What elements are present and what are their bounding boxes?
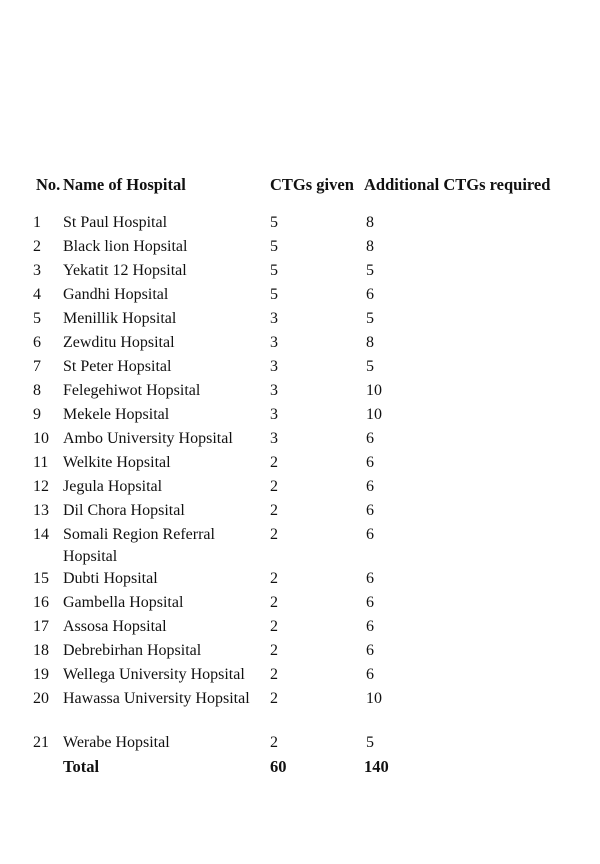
table-row [0,212,600,236]
table-row [0,404,600,428]
row-number: 7 [33,358,41,375]
hospital-name: St Paul Hospital [63,214,168,231]
hospital-name: Assosa Hopsital [63,618,167,635]
row-number: 16 [33,594,49,611]
ctgs-given: 5 [270,238,278,255]
row-number: 13 [33,502,49,519]
table-row [0,664,600,688]
hospital-name: Felegehiwot Hopsital [63,382,201,399]
ctgs-given: 2 [270,734,278,751]
ctgs-required: 8 [366,214,374,231]
row-number: 2 [33,238,41,255]
hospital-table-body [0,212,600,756]
ctgs-given: 2 [270,690,278,707]
hospital-name: Debrebirhan Hopsital [63,642,202,659]
row-number: 1 [33,214,41,231]
ctgs-required: 6 [366,570,374,587]
row-number: 4 [33,286,41,303]
row-number: 21 [33,734,49,751]
header-required: Additional CTGs required [364,175,551,194]
ctgs-required: 6 [366,502,374,519]
row-number: 20 [33,690,49,707]
ctgs-given: 5 [270,262,278,279]
hospital-name: Zewditu Hopsital [63,334,175,351]
ctgs-given: 3 [270,334,278,351]
row-number: 6 [33,334,41,351]
table-row [0,568,600,592]
ctgs-required: 6 [366,478,374,495]
ctgs-given: 3 [270,358,278,375]
table-row [0,332,600,356]
ctgs-given: 2 [270,502,278,519]
ctgs-given: 2 [270,642,278,659]
hospital-name: Werabe Hopsital [63,734,170,751]
ctgs-required: 5 [366,734,374,751]
hospital-name: Gandhi Hopsital [63,286,169,303]
ctgs-given: 2 [270,618,278,635]
table-row [0,732,600,756]
row-number: 5 [33,310,41,327]
ctgs-given: 3 [270,430,278,447]
hospital-name: Ambo University Hopsital [63,430,233,447]
hospital-name: Gambella Hopsital [63,594,184,611]
table-row [0,284,600,308]
hospital-name: Somali Region Referral Hopsital [63,526,215,565]
row-number: 15 [33,570,49,587]
ctgs-given: 5 [270,286,278,303]
ctgs-required: 6 [366,618,374,635]
hospital-name: Dubti Hopsital [63,570,158,587]
table-row [0,476,600,500]
ctgs-given: 2 [270,526,278,543]
header-no: No. [36,175,61,194]
hospital-name: Wellega University Hopsital [63,666,245,683]
ctgs-required: 6 [366,286,374,303]
ctgs-required: 10 [366,406,382,423]
row-number: 9 [33,406,41,423]
row-number: 3 [33,262,41,279]
table-row [0,308,600,332]
header-name: Name of Hospital [63,175,186,194]
ctgs-given: 5 [270,214,278,231]
hospital-name: St Peter Hopsital [63,358,172,375]
total-given: 60 [270,757,287,776]
table-row [0,452,600,476]
row-number: 17 [33,618,49,635]
ctgs-required: 8 [366,334,374,351]
table-row [0,688,600,732]
hospital-name: Black lion Hopsital [63,238,188,255]
hospital-name: Yekatit 12 Hopsital [63,262,187,279]
row-number: 18 [33,642,49,659]
ctgs-required: 6 [366,454,374,471]
ctgs-required: 5 [366,358,374,375]
ctgs-given: 3 [270,310,278,327]
ctgs-required: 10 [366,382,382,399]
ctgs-given: 2 [270,478,278,495]
table-row [0,524,600,568]
ctgs-given: 2 [270,666,278,683]
row-number: 19 [33,666,49,683]
hospital-name: Jegula Hopsital [63,478,163,495]
ctgs-required: 5 [366,262,374,279]
table-row [0,260,600,284]
hospital-name: Mekele Hopsital [63,406,170,423]
hospital-name: Menillik Hopsital [63,310,177,327]
table-row [0,380,600,404]
hospital-name: Hawassa University Hopsital [63,690,250,707]
row-number: 8 [33,382,41,399]
total-required: 140 [364,757,389,776]
ctgs-given: 3 [270,382,278,399]
table-row [0,616,600,640]
ctgs-given: 2 [270,454,278,471]
table-row [0,356,600,380]
table-row [0,500,600,524]
ctgs-given: 2 [270,570,278,587]
header-given: CTGs given [270,175,354,194]
row-number: 10 [33,430,49,447]
ctgs-required: 5 [366,310,374,327]
table-row [0,640,600,664]
row-number: 11 [33,454,49,471]
ctgs-required: 10 [366,690,382,707]
table-row [0,428,600,452]
hospital-name: Dil Chora Hopsital [63,502,185,519]
hospital-name: Welkite Hopsital [63,454,171,471]
ctgs-given: 2 [270,594,278,611]
ctgs-required: 6 [366,642,374,659]
ctgs-required: 6 [366,526,374,543]
ctgs-given: 3 [270,406,278,423]
ctgs-required: 8 [366,238,374,255]
total-label: Total [63,757,100,776]
row-number: 12 [33,478,49,495]
ctgs-required: 6 [366,594,374,611]
ctgs-required: 6 [366,430,374,447]
ctgs-required: 6 [366,666,374,683]
row-number: 14 [33,526,49,543]
table-row [0,236,600,260]
table-row [0,592,600,616]
